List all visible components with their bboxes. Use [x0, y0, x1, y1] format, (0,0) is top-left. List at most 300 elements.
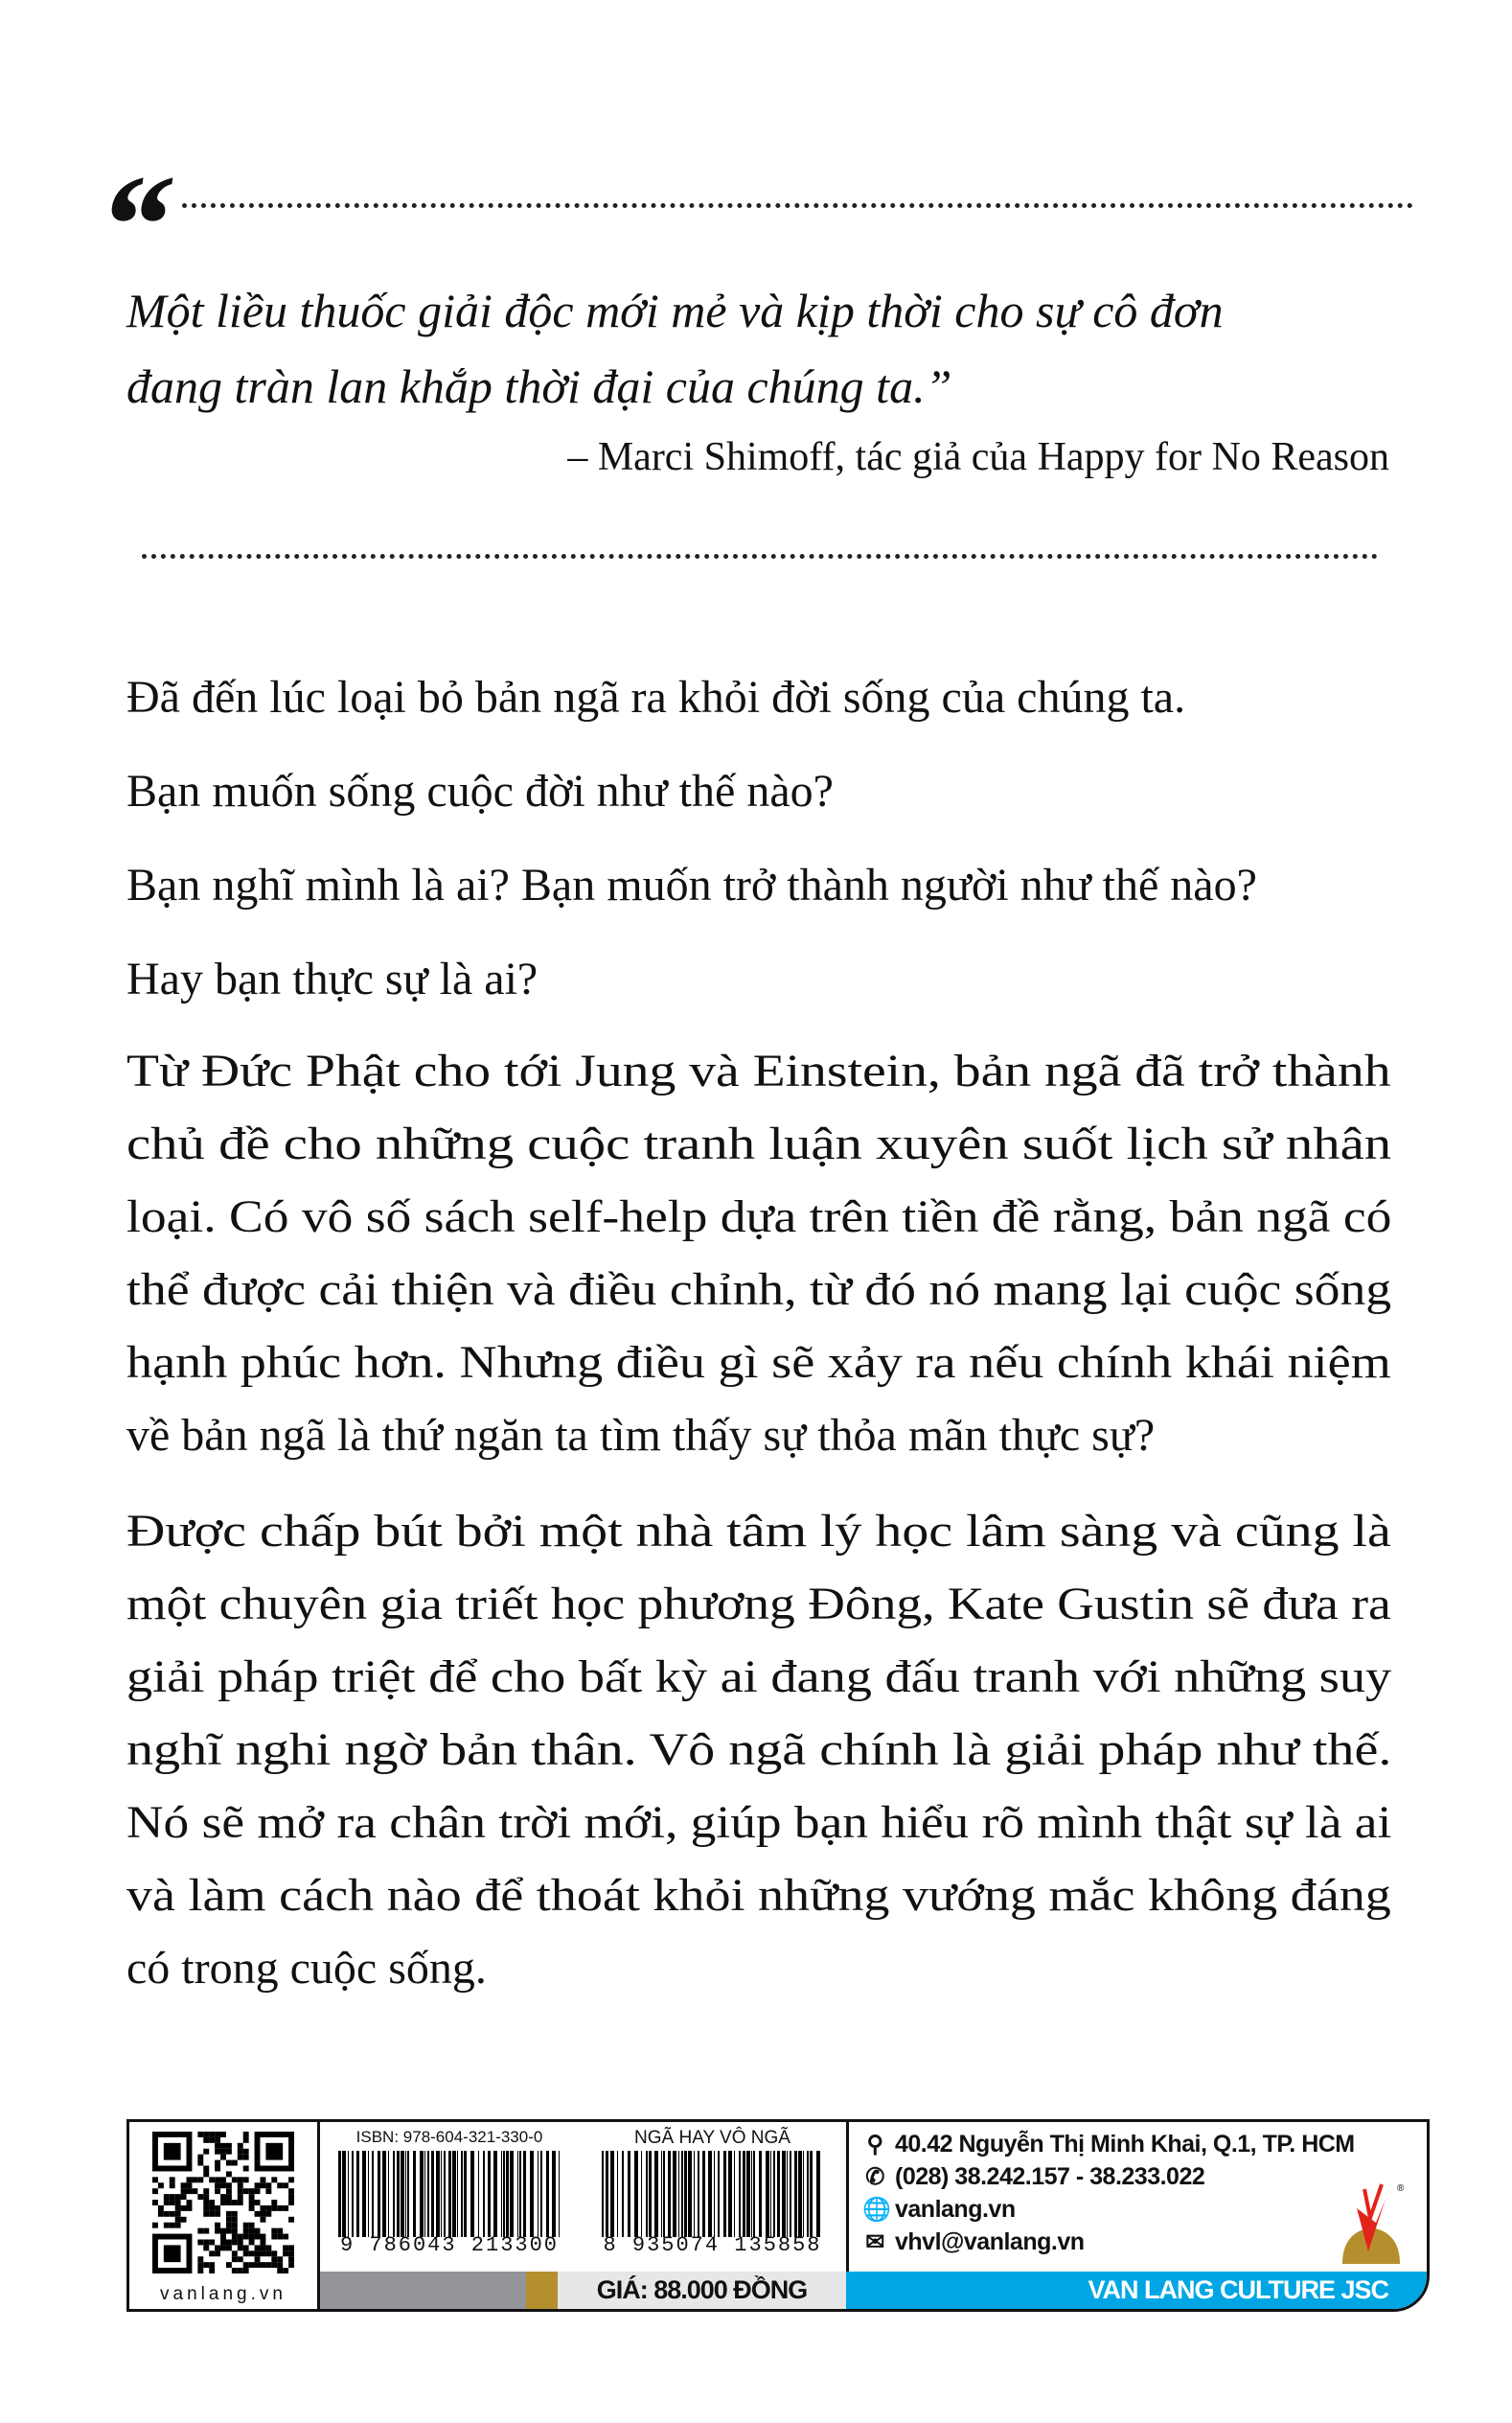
barcode-bar [787, 2151, 788, 2237]
qr-module [226, 2262, 232, 2268]
qr-module [170, 2194, 175, 2200]
barcode-bar [782, 2151, 786, 2237]
qr-module [238, 2188, 243, 2194]
qr-module [203, 2171, 209, 2177]
qr-module [232, 2217, 238, 2223]
barcode-bar [530, 2151, 534, 2237]
intro-lines [126, 651, 1391, 1027]
barcode-bar [770, 2151, 771, 2237]
qr-module [170, 2177, 175, 2182]
qr-module [232, 2234, 238, 2240]
qr-module [197, 2262, 203, 2268]
qr-module [238, 2245, 243, 2250]
qr-module [187, 2188, 193, 2194]
qr-module [197, 2194, 203, 2200]
barcode-bar [766, 2151, 769, 2237]
qr-module [232, 2268, 238, 2273]
body-line: có trong cuộc sống. [126, 1943, 487, 1994]
barcode-bar [714, 2151, 715, 2237]
qr-module [265, 2188, 271, 2194]
qr-module [164, 2194, 170, 2200]
qr-module [226, 2228, 232, 2234]
qr-module [288, 2188, 294, 2194]
barcode-bar [641, 2151, 642, 2237]
barcode-bar [708, 2151, 712, 2237]
qr-module [215, 2166, 220, 2172]
qr-module [255, 2228, 261, 2234]
qr-module [170, 2223, 175, 2228]
website-link[interactable]: vanlang.vn [895, 2195, 1016, 2223]
body-line: Nó sẽ mở ra chân trời mới, giúp bạn hiểu rõ mình thật sự là ai [126, 1797, 1392, 1848]
qr-module [175, 2211, 181, 2217]
qr-module [215, 2188, 220, 2194]
quote-line-1: Một liều thuốc giải độc mới mẻ và kịp thời cho sự cô đơn [126, 284, 1224, 337]
barcode-bar [488, 2151, 491, 2237]
barcode-bar [424, 2151, 425, 2237]
barcode-bar [634, 2151, 638, 2237]
qr-module [220, 2194, 226, 2200]
qr-module [152, 2223, 158, 2228]
qr-module [226, 2171, 232, 2177]
barcode-bar [452, 2151, 456, 2237]
barcode-bar [441, 2151, 442, 2237]
qr-module [197, 2160, 203, 2166]
qr-module [238, 2177, 243, 2182]
qr-module [238, 2182, 243, 2188]
body-line: và làm cách nào để thoát khỏi những vướng mắc không đáng [126, 1870, 1391, 1921]
qr-module [203, 2149, 209, 2155]
barcode-bar [606, 2151, 608, 2237]
barcode-bar [702, 2151, 705, 2237]
qr-module [288, 2256, 294, 2262]
barcode-bar [420, 2151, 424, 2237]
qr-module [249, 2262, 255, 2268]
barcode-bar [816, 2151, 820, 2237]
qr-module [203, 2132, 209, 2137]
qr-module [271, 2262, 277, 2268]
qr-module [175, 2223, 181, 2228]
barcode-bar [382, 2151, 386, 2237]
barcode-bar [654, 2151, 658, 2237]
qr-module [203, 2200, 209, 2205]
barcode-bar [622, 2151, 624, 2237]
qr-module [209, 2268, 215, 2273]
body-line: Hay bạn thực sự là ai? [126, 954, 538, 1004]
body-line: Bạn muốn sống cuộc đời như thế nào? [126, 766, 834, 817]
grey-band [320, 2272, 526, 2309]
qr-module [197, 2256, 203, 2262]
barcode-bar [397, 2151, 400, 2237]
qr-module [277, 2262, 283, 2268]
barcode-bar [483, 2151, 485, 2237]
book-title-label: NGÃ HAY VÔ NGÃ [634, 2128, 790, 2148]
barcode-bar [777, 2151, 780, 2237]
qr-module [232, 2160, 238, 2166]
qr-module [215, 2149, 220, 2155]
qr-module [203, 2188, 209, 2194]
barcode-bar [407, 2151, 409, 2237]
qr-module [220, 2200, 226, 2205]
qr-module [265, 2262, 271, 2268]
barcode-icon [334, 2151, 564, 2237]
gold-band [526, 2272, 558, 2309]
qr-module [232, 2177, 238, 2182]
qr-module [220, 2234, 226, 2240]
qr-module [277, 2268, 283, 2273]
barcode-bar [546, 2151, 549, 2237]
barcode-bar [519, 2151, 521, 2237]
qr-module [255, 2211, 261, 2217]
location-pin-icon: ⚲ [866, 2131, 883, 2158]
qr-module [232, 2223, 238, 2228]
qr-module [255, 2200, 261, 2205]
qr-module [255, 2256, 261, 2262]
barcode-bar [503, 2151, 505, 2237]
qr-module [283, 2250, 288, 2256]
qr-module [238, 2256, 243, 2262]
qr-module [181, 2217, 187, 2223]
svg-text:®: ® [1397, 2183, 1405, 2194]
qr-module [158, 2182, 164, 2188]
qr-module [238, 2155, 243, 2160]
barcode-bar [628, 2151, 630, 2237]
qr-module [215, 2160, 220, 2166]
barcode-bar [378, 2151, 380, 2237]
qr-module [181, 2182, 187, 2188]
qr-module [249, 2239, 255, 2245]
qr-module [277, 2182, 283, 2188]
qr-module [255, 2188, 261, 2194]
qr-module [288, 2194, 294, 2200]
qr-module [232, 2211, 238, 2217]
qr-module [152, 2177, 158, 2182]
qr-module [238, 2234, 243, 2240]
barcode-bar [517, 2151, 518, 2237]
qr-module [187, 2177, 193, 2182]
barcode-bar [746, 2151, 750, 2237]
qr-module [243, 2250, 249, 2256]
barcode-bar [698, 2151, 699, 2237]
barcode-bar [773, 2151, 775, 2237]
qr-module [271, 2200, 277, 2205]
qr-module [271, 2205, 277, 2211]
qr-module [283, 2182, 288, 2188]
barcode-bar [798, 2151, 802, 2237]
qr-module [260, 2177, 265, 2182]
qr-module [265, 2182, 271, 2188]
qr-module [288, 2217, 294, 2223]
barcode-bar [448, 2151, 451, 2237]
qr-module [265, 2250, 271, 2256]
barcode-bar [794, 2151, 797, 2237]
qr-module [277, 2256, 283, 2262]
globe-icon: 🌐 [862, 2196, 891, 2223]
body-line: Bạn nghĩ mình là ai? Bạn muốn trở thành người như thế nào? [126, 860, 1257, 911]
qr-module [220, 2149, 226, 2155]
quote-line-2: đang tràn lan khắp thời đại của chúng ta.” [126, 359, 952, 413]
address-row [862, 2128, 1430, 2160]
qr-module [255, 2182, 261, 2188]
qr-module [152, 2200, 158, 2205]
barcode-bar [790, 2151, 791, 2237]
qr-module [209, 2239, 215, 2245]
qr-module [271, 2256, 277, 2262]
qr-module [249, 2250, 255, 2256]
body-line: một chuyên gia triết học phương Đông, Kate Gustin sẽ đưa ra [126, 1579, 1391, 1629]
barcode-bar [661, 2151, 662, 2237]
qr-module [260, 2262, 265, 2268]
address: 40.42 Nguyễn Thị Minh Khai, Q.1, TP. HCM [895, 2130, 1355, 2158]
qr-code-icon [147, 2132, 300, 2273]
qr-module [243, 2166, 249, 2172]
barcode-bar [552, 2151, 556, 2237]
qr-module [220, 2177, 226, 2182]
qr-module [265, 2245, 271, 2250]
qr-module [203, 2239, 209, 2245]
phone-icon: ✆ [865, 2163, 884, 2190]
qr-module [283, 2268, 288, 2273]
qr-module [288, 2177, 294, 2182]
barcode-bar [470, 2151, 474, 2237]
qr-module [232, 2200, 238, 2205]
qr-module [238, 2143, 243, 2149]
qr-module [215, 2182, 220, 2188]
barcode-bar [694, 2151, 695, 2237]
qr-module [197, 2155, 203, 2160]
barcode-bar [753, 2151, 755, 2237]
qr-module [181, 2194, 187, 2200]
body-line: hạnh phúc hơn. Nhưng điều gì sẽ xảy ra nếu chính khái niệm [126, 1337, 1391, 1388]
barcode-bar [501, 2151, 502, 2237]
body-line: Được chấp bút bởi một nhà tâm lý học lâm sàng và cũng là [126, 1506, 1391, 1557]
qr-module [271, 2228, 277, 2234]
paragraph-2 [126, 1495, 1391, 2005]
qr-module [277, 2234, 283, 2240]
barcode-bar [427, 2151, 429, 2237]
ean-barcode [579, 2122, 846, 2272]
qr-module [215, 2177, 220, 2182]
qr-module [249, 2205, 255, 2211]
qr-module [197, 2239, 203, 2245]
qr-module [209, 2177, 215, 2182]
qr-module [215, 2137, 220, 2143]
barcode-bar [478, 2151, 479, 2237]
isbn-label: ISBN: 978-604-321-330-0 [355, 2128, 543, 2146]
isbn-digits: 9 786043 213300 [339, 2233, 560, 2257]
qr-module [232, 2239, 238, 2245]
body-line: thể được cải thiện và điều chỉnh, từ đó nó mang lại cuộc sống [126, 1264, 1392, 1315]
body-line: Đã đến lúc loại bỏ bản ngã ra khỏi đời sống của chúng ta. [126, 672, 1186, 723]
qr-module [243, 2132, 249, 2137]
qr-module [238, 2200, 243, 2205]
qr-module [175, 2217, 181, 2223]
qr-module [226, 2160, 232, 2166]
qr-module [226, 2149, 232, 2155]
qr-module [277, 2228, 283, 2234]
qr-module [283, 2245, 288, 2250]
qr-module [226, 2200, 232, 2205]
qr-module [238, 2268, 243, 2273]
email-link[interactable]: vhvl@vanlang.vn [895, 2227, 1085, 2255]
qr-module [243, 2177, 249, 2182]
qr-module [181, 2205, 187, 2211]
qr-module [215, 2205, 220, 2211]
qr-module [197, 2132, 203, 2137]
price-label: GIÁ: 88.000 ĐỒNG [558, 2272, 846, 2309]
barcode-icon [598, 2151, 828, 2237]
contact-info [846, 2122, 1430, 2272]
qr-module [277, 2205, 283, 2211]
qr-module [260, 2217, 265, 2223]
qr-module [203, 2262, 209, 2268]
qr-module [220, 2132, 226, 2137]
barcode-bar [352, 2151, 354, 2237]
qr-module [243, 2188, 249, 2194]
qr-module [288, 2245, 294, 2250]
barcode-bar [362, 2151, 366, 2237]
publisher-info-box [126, 2119, 1430, 2312]
barcode-bar [338, 2151, 341, 2237]
barcode-bar [684, 2151, 687, 2237]
qr-module [215, 2250, 220, 2256]
qr-module [203, 2228, 209, 2234]
qr-module [260, 2250, 265, 2256]
qr-module [243, 2268, 249, 2273]
qr-module [226, 2188, 232, 2194]
barcode-bar [610, 2151, 614, 2237]
body-line: Từ Đức Phật cho tới Jung và Einstein, bản ngã đã trở thành [126, 1046, 1391, 1096]
qr-module [164, 2211, 170, 2217]
qr-module [209, 2132, 215, 2137]
barcode-bar [617, 2151, 618, 2237]
qr-module [215, 2245, 220, 2250]
qr-module [260, 2234, 265, 2240]
qr-module [249, 2223, 255, 2228]
qr-module [288, 2262, 294, 2268]
qr-module [238, 2239, 243, 2245]
qr-module [232, 2228, 238, 2234]
qr-module [187, 2205, 193, 2211]
qr-module [215, 2228, 220, 2234]
barcode-bar [681, 2151, 683, 2237]
qr-module [215, 2223, 220, 2228]
qr-module [203, 2194, 209, 2200]
barcode-bar [457, 2151, 458, 2237]
barcode-bar [743, 2151, 745, 2237]
barcode-bar [405, 2151, 406, 2237]
barcode-bar [728, 2151, 732, 2237]
qr-module [209, 2250, 215, 2256]
qr-module [243, 2234, 249, 2240]
isbn-barcode [320, 2122, 579, 2272]
barcode-bar [559, 2151, 560, 2237]
qr-module [187, 2200, 193, 2205]
barcode-bar [646, 2151, 648, 2237]
qr-module [271, 2177, 277, 2182]
barcode-bar [668, 2151, 671, 2237]
qr-module [209, 2200, 215, 2205]
barcode-bar [803, 2151, 804, 2237]
qr-module [220, 2245, 226, 2250]
qr-module [260, 2245, 265, 2250]
barcode-bar [431, 2151, 434, 2237]
qr-module [181, 2188, 187, 2194]
qr-module [271, 2250, 277, 2256]
barcode-bar [602, 2151, 604, 2237]
qr-module [170, 2200, 175, 2205]
paragraph-1 [126, 1035, 1391, 1472]
publisher-name: VAN LANG CULTURE JSC [846, 2272, 1427, 2309]
qr-module [243, 2137, 249, 2143]
qr-module [170, 2182, 175, 2188]
barcode-bar [678, 2151, 679, 2237]
quote-mark: “ [84, 146, 179, 305]
qr-module [249, 2200, 255, 2205]
barcode-bar [751, 2151, 752, 2237]
qr-module [243, 2155, 249, 2160]
qr-module [249, 2234, 255, 2240]
qr-module [164, 2223, 170, 2228]
qr-module [192, 2177, 197, 2182]
body-line: loại. Có vô số sách self-help dựa trên tiền đề rằng, bản ngã có [126, 1191, 1392, 1242]
qr-module [203, 2211, 209, 2217]
barcode-bar [356, 2151, 359, 2237]
qr-module [288, 2250, 294, 2256]
qr-module [209, 2137, 215, 2143]
qr-module [226, 2211, 232, 2217]
barcode-bar [493, 2151, 497, 2237]
barcode-bar [348, 2151, 349, 2237]
qr-module [238, 2194, 243, 2200]
qr-module [249, 2188, 255, 2194]
divider-bottom [142, 554, 1378, 559]
qr-module [170, 2211, 175, 2217]
qr-module [226, 2223, 232, 2228]
qr-module [152, 2188, 158, 2194]
barcode-bar [464, 2151, 467, 2237]
phone: (028) 38.242.157 - 38.233.022 [895, 2162, 1205, 2190]
barcode-bar [718, 2151, 720, 2237]
qr-module [187, 2182, 193, 2188]
qr-module [220, 2228, 226, 2234]
barcode-bar [413, 2151, 416, 2237]
barcode-bar [372, 2151, 374, 2237]
ean-digits: 8 935074 135858 [603, 2233, 822, 2257]
qr-module [255, 2234, 261, 2240]
qr-caption: vanlang.vn [160, 2284, 286, 2304]
barcode-bar [673, 2151, 676, 2237]
body-line: giải pháp triệt để cho bất kỳ ai đang đấu tranh với những suy [126, 1651, 1392, 1702]
qr-module [243, 2228, 249, 2234]
qr-module [175, 2205, 181, 2211]
barcode-bar [444, 2151, 446, 2237]
qr-module [164, 2200, 170, 2205]
qr-module [243, 2262, 249, 2268]
qr-module [203, 2205, 209, 2211]
qr-module [238, 2149, 243, 2155]
quote-attribution: – Marci Shimoff, tác giả của Happy for No Reason [567, 435, 1389, 479]
qr-module [226, 2182, 232, 2188]
barcode-bar [723, 2151, 726, 2237]
qr-module [215, 2132, 220, 2137]
divider-top [182, 203, 1413, 208]
qr-code[interactable] [129, 2122, 320, 2309]
qr-module [215, 2211, 220, 2217]
qr-module [215, 2143, 220, 2149]
mail-icon: ✉ [865, 2228, 884, 2255]
qr-module [158, 2205, 164, 2211]
barcode-bar [807, 2151, 809, 2237]
